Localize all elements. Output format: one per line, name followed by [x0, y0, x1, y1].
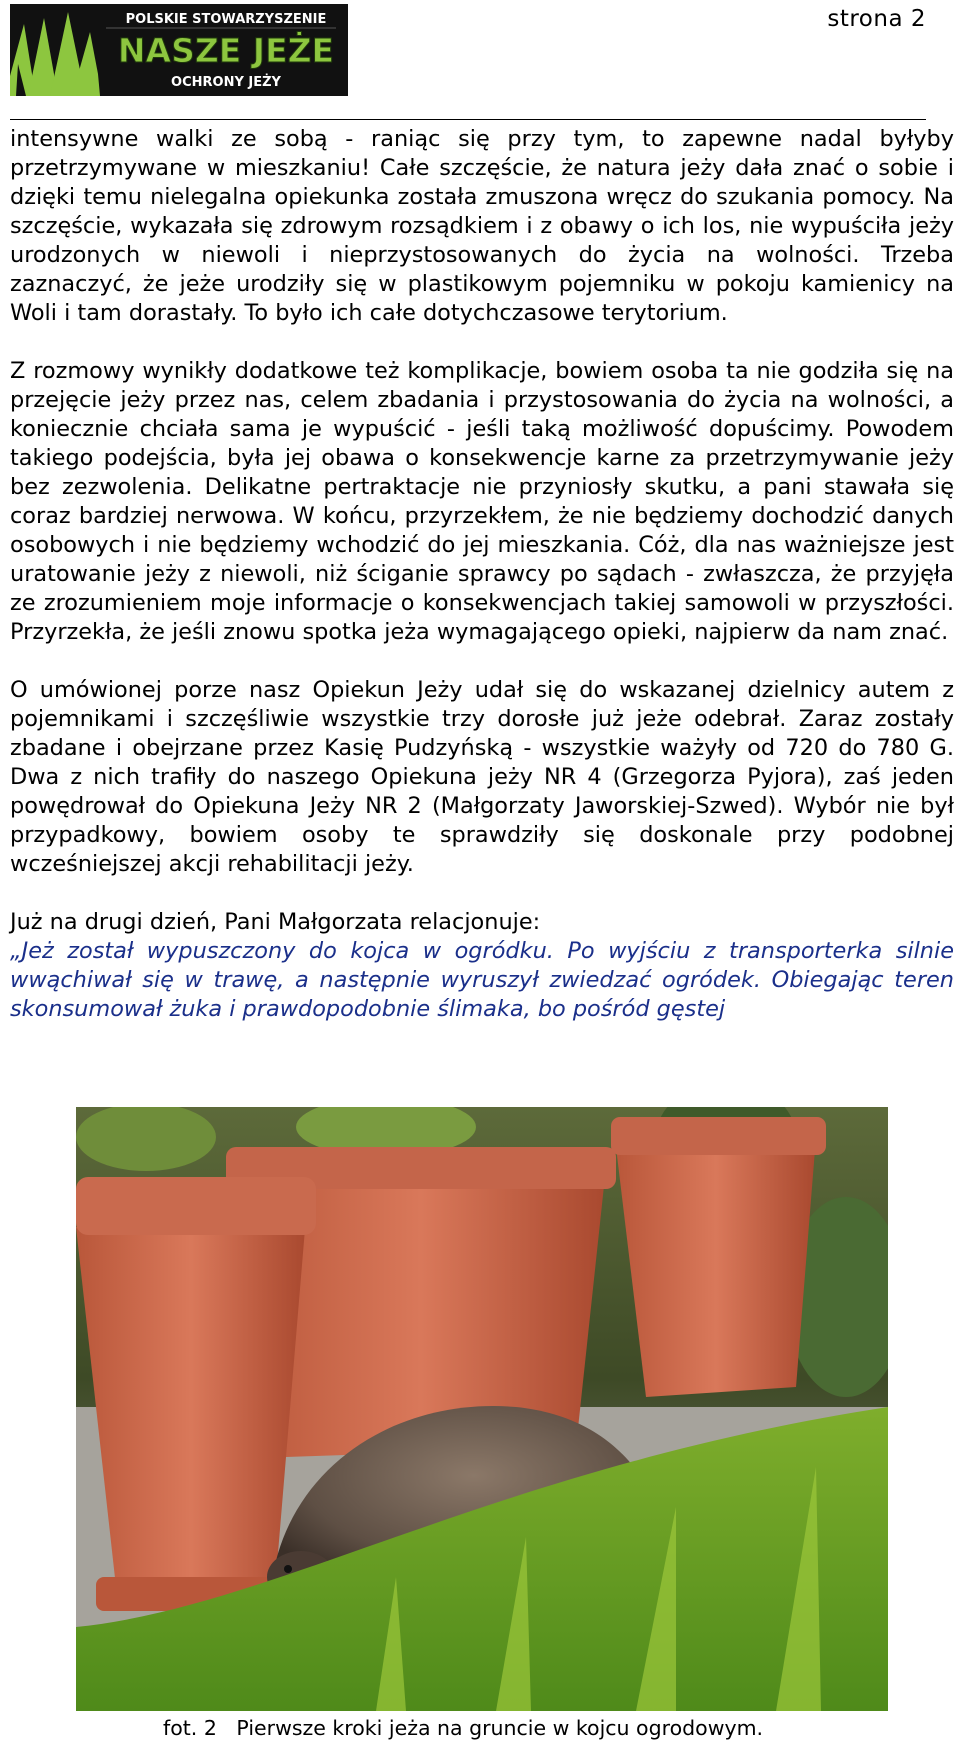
- logo-line-2: NASZE JEŻE: [117, 31, 335, 70]
- page-number: strona 2: [827, 6, 926, 32]
- paragraph-3: O umówionej porze nasz Opiekun Jeży udał się do wskazanej dzielnicy autem z pojemnikami i szczęśliwie wszystkie trzy dorosłe już jeże odebrał. Zaraz zostały zbadane i obejrzane przez Kasię Pudzyńską - wszystkie ważyły od 720 do 780 G. Dwa z nich trafiły do naszego Opiekuna jeży NR 4 (Grzegorza Pyjora), zaś jeden powędrował do Opiekuna Jeży NR 2 (Małgorzaty Jaworskiej-Szwed). Wybór nie był przypadkowy, bowiem osoby te sprawdziły się doskonale przy podobnej wcześniejszej akcji rehabilitacji jeży.: [10, 677, 954, 877]
- paragraph-4: Już na drugi dzień, Pani Małgorzata relacjonuje:: [10, 909, 541, 935]
- article-body: [10, 125, 954, 1024]
- quoted-report: „Jeż został wypuszczony do kojca w ogródku. Po wyjściu z transporterka silnie wwąchiwał się w trawę, a następnie wyruszył zwiedzać ogródek. Obiegając teren skonsumował żuka i prawdopodobnie ślimaka, bo pośród gęstej: [10, 938, 954, 1022]
- logo-line-3: OCHRONY JEŻY: [171, 75, 281, 90]
- logo-line-1: POLSKIE STOWARZYSZENIE: [125, 12, 327, 27]
- paragraph-1: intensywne walki ze sobą - raniąc się przy tym, to zapewne nadal byłyby przetrzymywane w mieszkaniu! Całe szczęście, że natura jeży dała znać o sobie i dzięki temu nielegalna opiekunka została zmuszona wręcz do szukania pomocy. Na szczęście, wykazała się zdrowym rozsądkiem i z obawy o ich los, nie wypuściła jeży urodzonych w niewoli i nieprzystosowanych do życia na wolności. Trzeba zaznaczyć, że jeże urodziły się w plastikowym pojemniku w pokoju kamienicy na Woli i tam dorastały. To było ich całe dotychczasowe terytorium.: [10, 126, 954, 326]
- paragraph-2: Z rozmowy wynikły dodatkowe też komplikacje, bowiem osoba ta nie godziła się na przejęcie jeży przez nas, celem zbadania i przystosowania do życia na wolności, a koniecznie chciała sama je wypuścić - jeśli taką możliwość dopuścimy. Powodem takiego podejścia, była jej obawa o konsekwencje karne za przetrzymywanie jeży bez zezwolenia. Delikatne pertraktacje nie przyniosły skutku, a pani stawała się coraz bardziej nerwowa. W końcu, przyrzekłem, że nie będziemy dochodzić danych osobowych i nie będziemy wchodzić do jej mieszkania. Cóż, dla nas ważniejsze jest uratowanie jeży z niewoli, niż ściganie sprawcy po sądach - zwłaszcza, że przyjęła ze zrozumieniem moje informacje o konsekwencjach takiej samowoli w przyszłości. Przyrzekła, że jeśli znowu spotka jeża wymagającego opieki, najpierw da nam znać.: [10, 358, 954, 645]
- header-divider: [10, 119, 926, 120]
- photo-caption: fot. 2 Pierwsze kroki jeża na gruncie w kojcu ogrodowym.: [163, 1716, 764, 1740]
- association-logo: [10, 4, 348, 96]
- hedgehog-photo: [76, 1107, 888, 1711]
